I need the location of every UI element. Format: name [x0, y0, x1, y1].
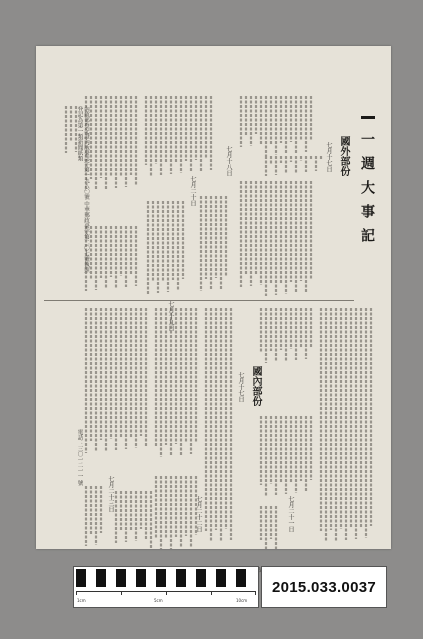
- checkerboard-target: [76, 569, 256, 587]
- checker-square: [146, 569, 156, 587]
- date-marker: 七月二十二日: [195, 496, 202, 532]
- checker-square: [76, 569, 86, 587]
- checker-square: [86, 569, 96, 587]
- date-marker: 七月二十一日: [287, 496, 294, 532]
- checker-square: [246, 569, 256, 587]
- checker-square: [126, 569, 136, 587]
- checker-square: [136, 569, 146, 587]
- scale-mark: 10cm: [236, 598, 248, 603]
- measurement-scale: [76, 591, 256, 604]
- domestic-section-heading: 國內部份: [250, 366, 261, 406]
- checker-square: [206, 569, 216, 587]
- page-title: 一週大事記: [359, 132, 375, 252]
- checker-square: [166, 569, 176, 587]
- archive-id-label: 2015.033.0037: [261, 566, 387, 608]
- checker-square: [186, 569, 196, 587]
- foreign-section-date: 七月十七日: [325, 142, 332, 172]
- checker-square: [176, 569, 186, 587]
- date-marker: 七月二十日: [189, 176, 196, 206]
- date-marker: 七月二十三日: [107, 476, 114, 512]
- foreign-section-heading: 國外部份: [338, 136, 349, 176]
- color-scale-card: [73, 566, 259, 608]
- checker-square: [226, 569, 236, 587]
- scale-mark: 1cm: [77, 598, 86, 603]
- checker-square: [236, 569, 246, 587]
- checker-square: [196, 569, 206, 587]
- publication-info-contact: 電話：三〇一二一一 號: [76, 429, 83, 486]
- checker-square: [216, 569, 226, 587]
- checker-square: [156, 569, 166, 587]
- checker-square: [96, 569, 106, 587]
- body-text-texture: [36, 46, 391, 549]
- scale-mark: 5cm: [154, 598, 163, 603]
- checker-square: [116, 569, 126, 587]
- domestic-section-date: 七月十七日: [237, 372, 244, 402]
- checker-square: [106, 569, 116, 587]
- document-page: [36, 46, 391, 549]
- date-marker: 七月十九日: [167, 301, 174, 331]
- date-marker: 七月十八日: [225, 146, 232, 176]
- publication-info: 內政部登記證內版臺誌字第一九八〇號 中華郵政臺字第二〇七號執照登記為第一類新聞紙類: [76, 106, 89, 273]
